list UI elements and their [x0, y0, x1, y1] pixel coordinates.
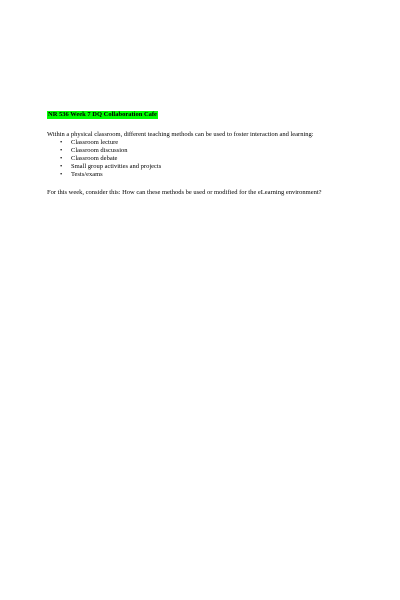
list-item: • Classroom discussion [60, 147, 367, 155]
list-item: • Classroom lecture [60, 139, 367, 147]
document-body [47, 103, 367, 197]
list-item: • Classroom debate [60, 155, 367, 163]
list-item: • Tests/exams [60, 171, 367, 179]
question-paragraph: For this week, consider this: How can these methods be used or modified for the eLearning environment? [47, 189, 322, 196]
list-item: • Small group activities and projects [60, 163, 367, 171]
intro-paragraph: Within a physical classroom, different teaching methods can be used to foster interaction and learning: [47, 131, 314, 138]
document-title: NR 536 Week 7 DQ Collaboration Cafe [48, 111, 157, 118]
teaching-methods-list [47, 139, 367, 179]
